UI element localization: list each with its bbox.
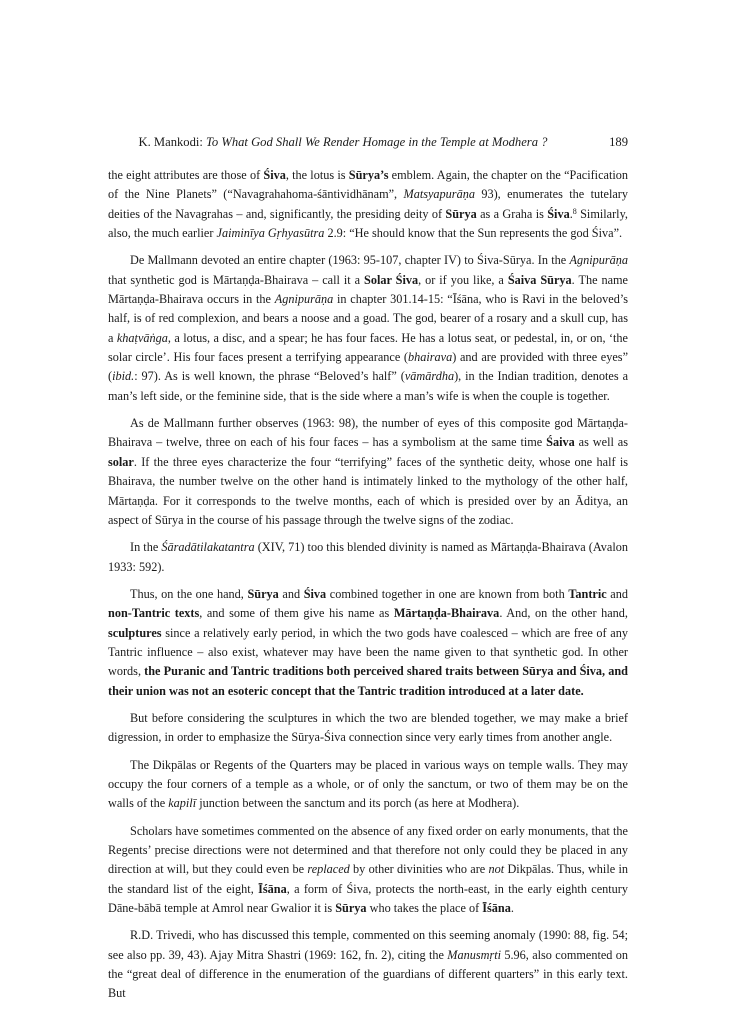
paragraph-2: De Mallmann devoted an entire chapter (1963: 95-107, chapter IV) to Śiva-Sūrya. In the Agnipurāṇa that synthetic god is Mārtaṇḍa-Bhairava – call it a Solar Śiva, or if you like, a Śaiva Sūrya. The name Mārtaṇḍa-Bhairava occurs in the Agnipurāṇa in chapter 301.14-15: “Īśāna, who is Ravi in the beloved’s half, is of red complexion, and bears a noose and a goad. The god, bearer of a rosary and a skull cup, has a khaṭvāṅga, a lotus, a disc, and a spear; he has four faces. He has a lotus seat, or pedestal, in, or on, ‘the solar circle’. His four faces present a terrifying appearance (bhairava) and are provided with three eyes” (ibid.: 97). As is well known, the phrase “Beloved’s half” (vāmārdha), in the Indian tradition, denotes a man’s left side, or the feminine side, that is the side where a man’s wife is when the couple is together. (108, 253, 629, 403)
paragraph-9: R.D. Trivedi, who has discussed this temple, commented on this seeming anomaly (1990: 88, fig. 54; see also pp. 39, 43). Ajay Mitra Shastri (1969: 162, fn. 2), citing the Manusmṛti 5.96, also commented on the “great deal of difference in the enumeration of the guardians of different quarters” in this early text. But (108, 928, 628, 1001)
running-title (108, 134, 578, 150)
paragraph-5: Thus, on the one hand, Sūrya and Śiva combined together in one are known from both Tantric and non-Tantric texts, and some of them give his name as Mārtaṇḍa-Bhairava. And, on the other hand, sculptures since a relatively early period, in which the two gods have coalesced – which are free of any Tantric influence – also exist, whatever may have been the name given to that synthetic god. In other words, the Puranic and Tantric traditions both perceived shared traits between Sūrya and Śiva, and their union was not an esoteric concept that the Tantric tradition introduced at a later date. (108, 586, 628, 698)
paragraph-8: Scholars have sometimes commented on the absence of any fixed order on early monuments, that the Regents’ precise directions were not determined and that therefore not only could they be placed in any direction at will, but they could even be replaced by other divinities who are not Dikpālas. Thus, while in the standard list of the eight, Īśāna, a form of Śiva, protects the north-east, in the early eighth century Dāne-bābā temple at Amrol near Gwalior it is Sūrya who takes the place of Īśāna. (108, 823, 628, 916)
body-text (108, 166, 628, 1012)
paragraph-4: In the Śāradātilakatantra (XIV, 71) too this blended divinity is named as Mārtaṇḍa-Bhairava (Avalon 1933: 592). (108, 540, 629, 574)
paragraph-1: the eight attributes are those of Śiva, the lotus is Sūrya’s emblem. Again, the chapter on the “Pacification of the Nine Planets” (“Navagrahahoma-śāntividhānam”, Matsyapurāṇa 93), enumerates the tutelary deities of the Navagrahas – and, significantly, the presiding deity of Sūrya as a Graha is Śiva.$^8$ Similarly, also, the much earlier Jaiminīya Gṛhyasūtra 2.9: “He should know that the Sun represents the god Śiva”. (108, 168, 629, 241)
footnote-ref: 8 (572, 206, 577, 216)
paragraph-7: The Dikpālas or Regents of the Quarters may be placed in various ways on temple walls. They may occupy the four corners of a temple as a whole, or of only the sanctum, or two of them may be on the walls of the kapilī junction between the sanctum and its porch (as here at Modhera). (108, 757, 628, 811)
header-author: K. Mankodi: (138, 135, 207, 149)
page-number: 189 (609, 135, 628, 149)
paragraph-3: As de Mallmann further observes (1963: 98), the number of eyes of this composite god Mārtaṇḍa-Bhairava – twelve, three on each of his four faces – has a symbolism at the same time Śaiva as well as solar. If the three eyes characterize the four “terrifying” faces of the synthetic deity, whose one half is Bhairava, the number twelve on the other hand is intimately linked to the mythology of the other half, Mārtaṇḍa. For it corresponds to the twelve months, each of which is presided over by an Āditya, an aspect of Sūrya in the course of his passage through the twelve signs of the zodiac. (108, 416, 628, 527)
paragraph-6: But before considering the sculptures in which the two are blended together, we may make a brief digression, in order to emphasize the Sūrya-Śiva connection since very early times from another angle. (108, 710, 628, 745)
header-article-title: To What God Shall We Render Homage in the Temple at Modhera ? (206, 135, 548, 149)
